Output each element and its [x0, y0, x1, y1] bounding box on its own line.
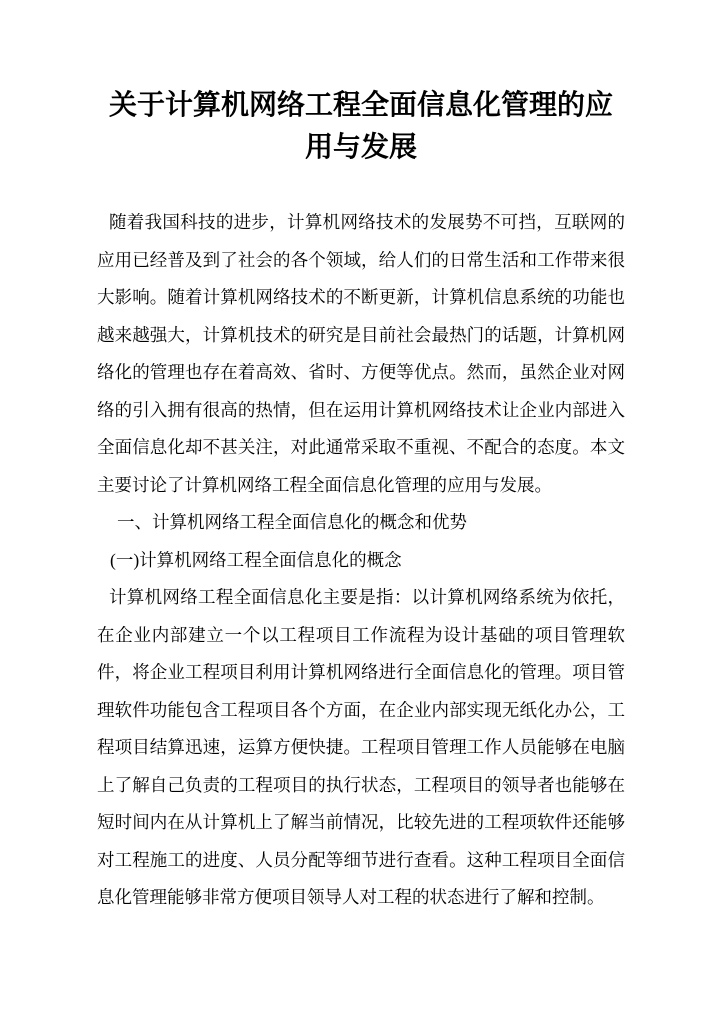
- body-paragraph: 随着我国科技的进步，计算机网络技术的发展势不可挡，互联网的应用已经普及到了社会的各个领域，给人们的日常生活和工作带来很大影响。随着计算机网络技术的不断更新，计算机信息系统的功能也越来越强大，计算机技术的研究是目前社会最热门的话题，计算机网络化的管理也存在着高效、省时、方便等优点。然而，虽然企业对网络的引入拥有很高的热情，但在运用计算机网络技术让企业内部进入全面信息化却不甚关注，对此通常采取不重视、不配合的态度。本文主要讨论了计算机网络工程全面信息化管理的应用与发展。: [97, 212, 625, 495]
- subsection-heading: (一)计算机网络工程全面信息化的概念: [110, 549, 402, 570]
- section-heading: 一、计算机网络工程全面信息化的概念和优势: [117, 512, 467, 532]
- body-paragraph: 计算机网络工程全面信息化主要是指：以计算机网络系统为依托，在企业内部建立一个以工程项目工作流程为设计基础的项目管理软件，将企业工程项目利用计算机网络进行全面信息化的管理。项目管理软件功能包含工程项目各个方面，在企业内部实现无纸化办公，工程项目结算迅速，运算方便快捷。工程项目管理工作人员能够在电脑上了解自己负责的工程项目的执行状态，工程项目的领导者也能够在短时间内在从计算机上了解当前情况，比较先进的工程项软件还能够对工程施工的进度、人员分配等细节进行查看。这种工程项目全面信息化管理能够非常方便项目领导人对工程的状态进行了解和控制。: [97, 587, 625, 907]
- document-title: 关于计算机网络工程全面信息化管理的应用与发展: [108, 90, 613, 163]
- document-body: [97, 204, 625, 917]
